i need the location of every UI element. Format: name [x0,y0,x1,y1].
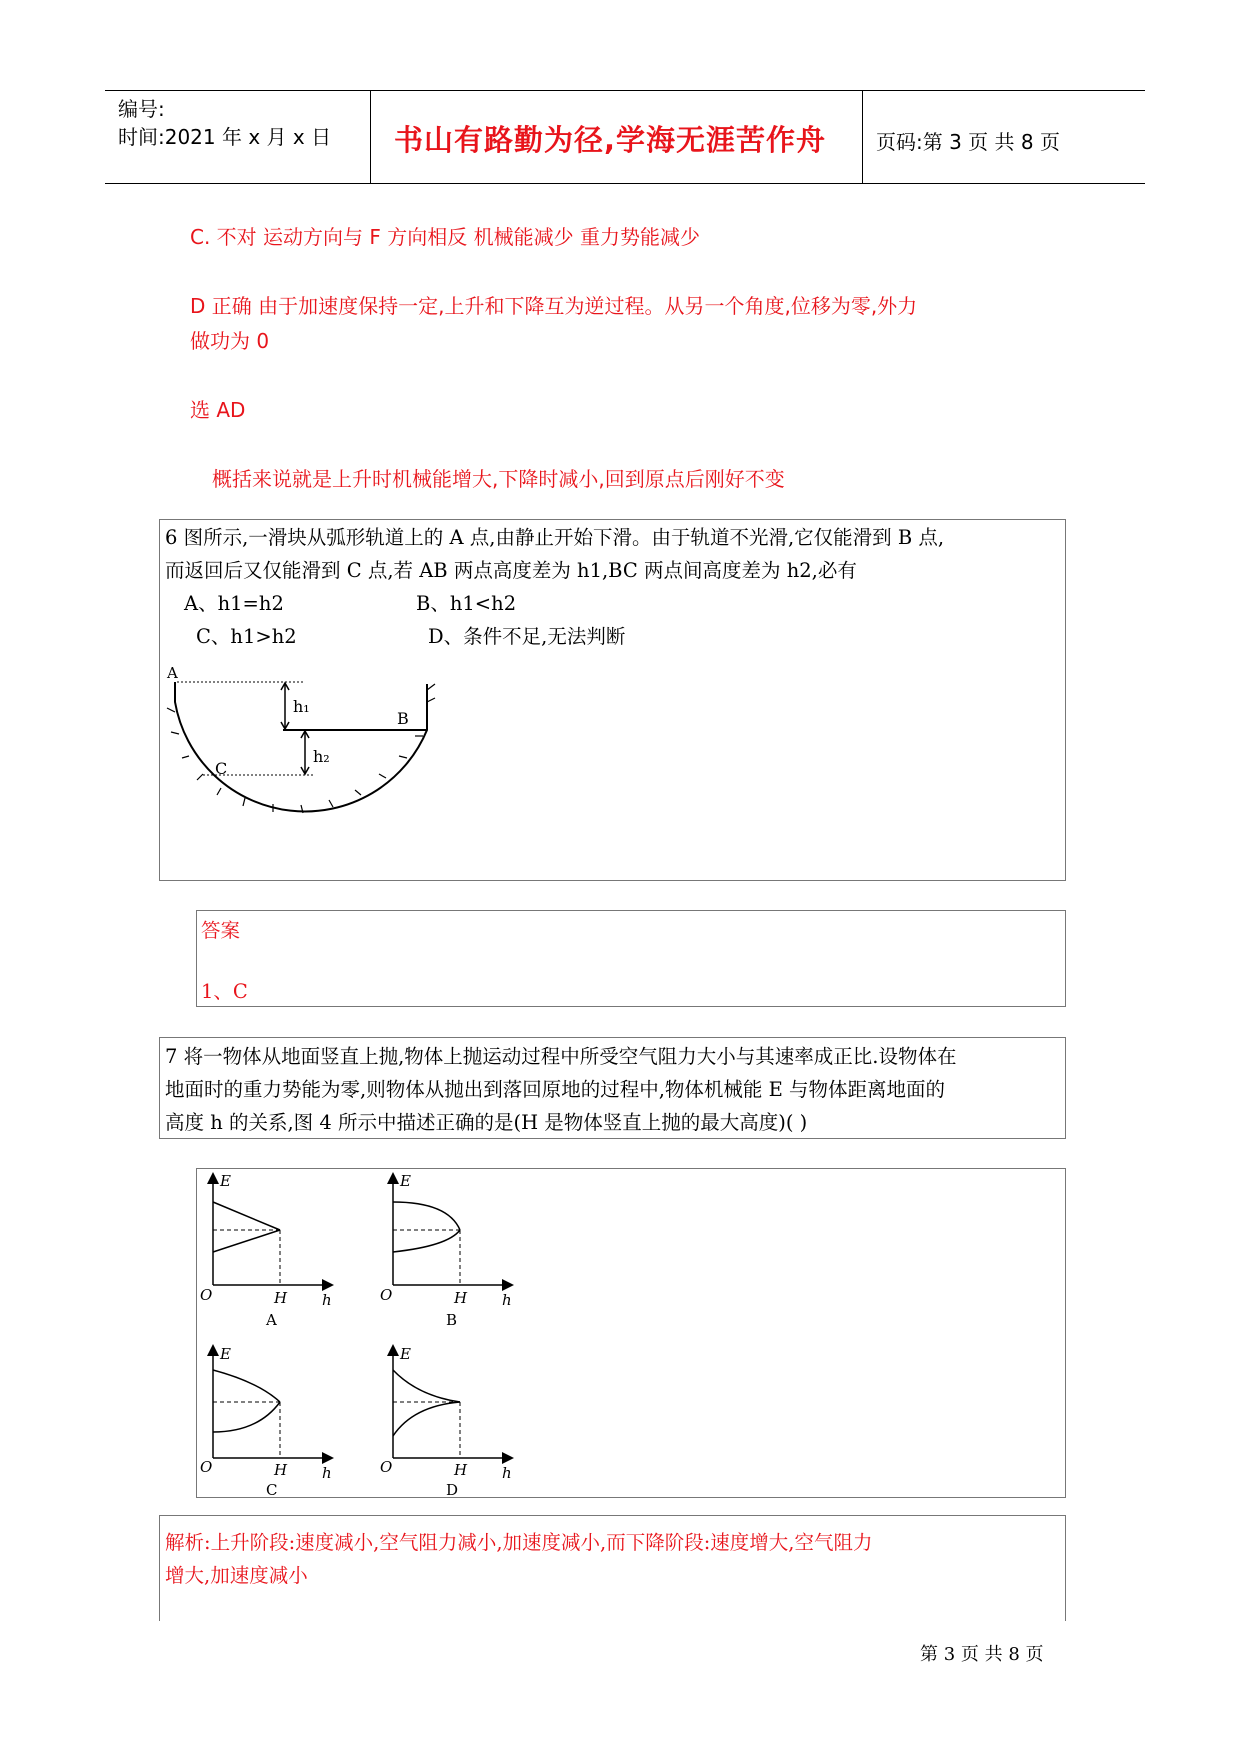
graph-c-max-h: H [274,1461,288,1479]
point-b-label: B [397,709,409,728]
graph-b-origin: O [380,1286,393,1304]
point-c-label: C [215,759,228,778]
header-divider-left [370,90,371,183]
graph-b-max-h: H [454,1289,468,1307]
header-page-label: 页码:第 3 页 共 8 页 [876,130,1060,154]
graph-a [213,1178,328,1285]
graph-d-max-h: H [454,1461,468,1479]
graph-d-axis-e: E [400,1345,411,1363]
graph-b-axis-h: h [502,1291,512,1309]
h1-arrow [281,683,289,729]
analysis-line-1: 解析:上升阶段:速度减小,空气阻力减小,加速度减小,而下降阶段:速度增大,空气阻力 [165,1531,873,1554]
graph-a-label: A [266,1311,277,1329]
answer-choice: 选 AD [190,398,246,422]
answer-line-c: C. 不对 运动方向与 F 方向相反 机械能减少 重力势能减少 [190,225,700,249]
answer-line-d1: D 正确 由于加速度保持一定,上升和下降互为逆过程。从另一个角度,位移为零,外力 [190,294,918,318]
header-motto: 书山有路勤为径,学海无涯苦作舟 [394,123,827,157]
question-6-option-d: D、条件不足,无法判断 [428,625,626,648]
graph-b-label: B [446,1311,458,1329]
graph-d-label: D [446,1481,459,1496]
question-6-option-b: B、h1<h2 [416,592,517,615]
graph-c [213,1350,328,1458]
analysis-line-2: 增大,加速度减小 [165,1564,308,1587]
question-6-line-1: 6 图所示,一滑块从弧形轨道上的 A 点,由静止开始下滑。由于轨道不光滑,它仅能滑到 B 点, [165,526,945,549]
graph-b [393,1178,508,1285]
header-number-label: 编号: [118,97,165,121]
graph-c-axis-e: E [220,1345,231,1363]
question-6-option-a: A、h1=h2 [184,592,284,615]
energy-graphs [198,1170,538,1496]
answer-6-title: 答案 [201,919,241,942]
answer-6-box [196,910,1066,1007]
graph-a-axis-h: h [322,1291,332,1309]
graph-d-axis-h: h [502,1464,512,1482]
question-7-line-1: 7 将一物体从地面竖直上抛,物体上抛运动过程中所受空气阻力大小与其速率成正比.设物体在 [165,1045,957,1068]
h1-label: h₁ [293,697,310,716]
answer-line-d2: 做功为 0 [190,329,270,353]
graph-a-origin: O [200,1286,213,1304]
question-6-option-c: C、h1>h2 [196,625,297,648]
graph-c-origin: O [200,1458,213,1476]
point-a-label: A [167,664,178,682]
answer-summary: 概括来说就是上升时机械能增大,下降时减小,回到原点后刚好不变 [212,467,785,491]
graph-d [393,1350,508,1458]
graph-c-label: C [266,1481,278,1496]
header-bottom-rule [105,183,1145,184]
question-6-line-2: 而返回后又仅能滑到 C 点,若 AB 两点高度差为 h1,BC 两点间高度差为 h2,必有 [165,559,857,582]
h2-arrow [301,731,309,774]
track-figure [165,662,450,827]
header-divider-right [862,90,863,183]
h2-label: h₂ [313,747,330,766]
graph-b-axis-e: E [400,1172,411,1190]
header-top-rule [105,90,1145,91]
graph-c-axis-h: h [322,1464,332,1482]
question-7-line-3: 高度 h 的关系,图 4 所示中描述正确的是(H 是物体竖直上抛的最大高度)( ) [165,1111,808,1134]
answer-6-value: 1、C [201,980,248,1003]
graph-a-axis-e: E [220,1172,231,1190]
question-7-line-2: 地面时的重力势能为零,则物体从抛出到落回原地的过程中,物体机械能 E 与物体距离地面的 [165,1078,946,1101]
graph-d-origin: O [380,1458,393,1476]
header-time-label: 时间:2021 年 x 月 x 日 [118,125,332,149]
graph-a-max-h: H [274,1289,288,1307]
footer-page-number: 第 3 页 共 8 页 [920,1644,1044,1665]
